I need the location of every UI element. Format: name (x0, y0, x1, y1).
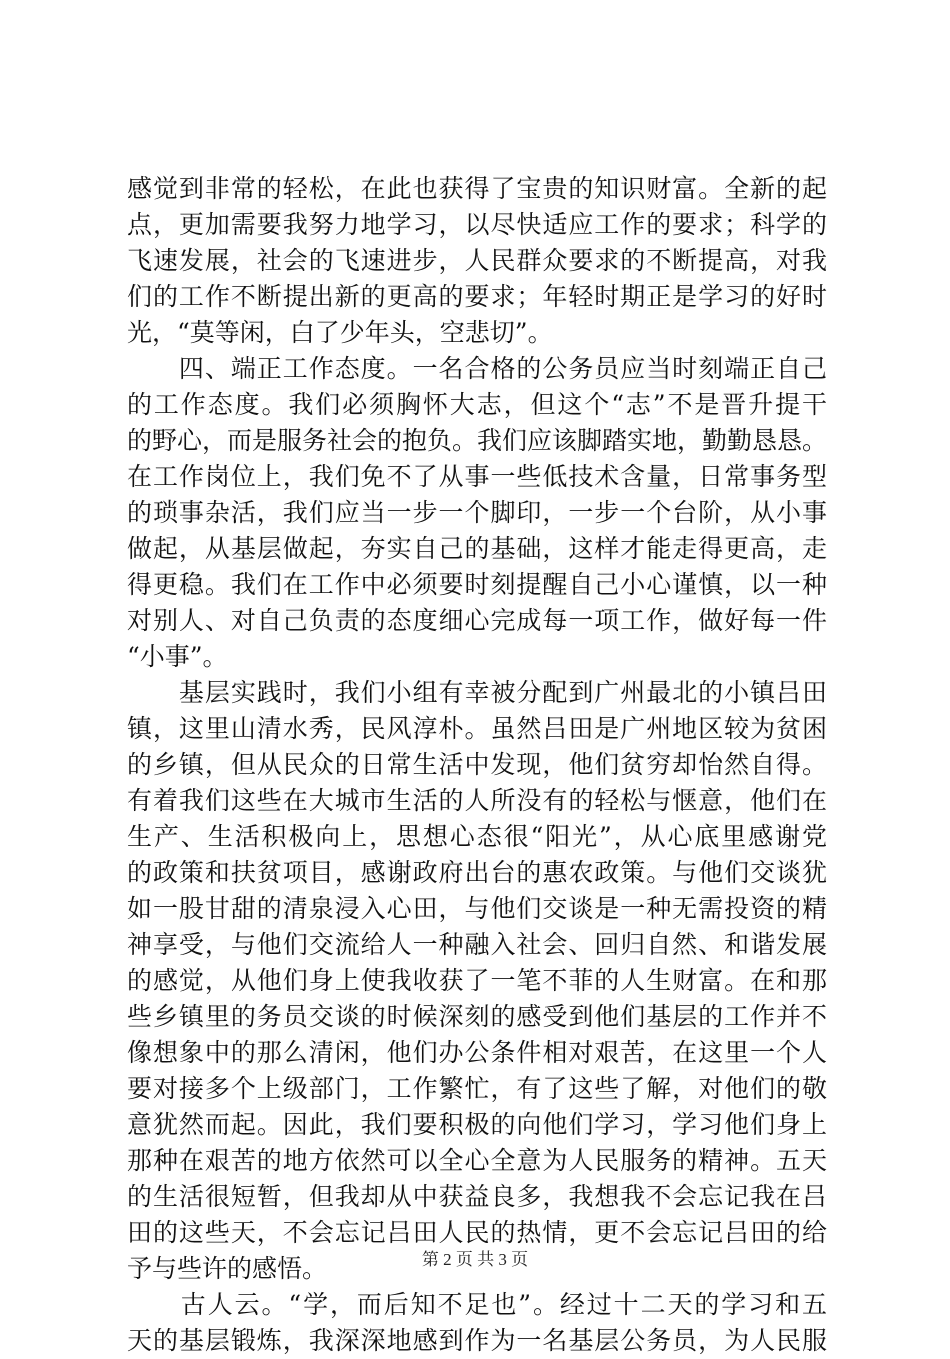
text-line: 做起，从基层做起，夯实自己的基础，这样才能走得更高，走 (127, 534, 827, 563)
text-line: 像想象中的那么清闲，他们办公条件相对艰苦，在这里一个人 (127, 1038, 827, 1067)
text-line: 的乡镇，但从民众的日常生活中发现，他们贫穷却怡然自得。 (127, 750, 827, 779)
text-line: 的工作态度。我们必须胸怀大志，但这个“志”不是晋升提干 (127, 390, 827, 419)
text-line: 飞速发展，社会的飞速进步，人民群众要求的不断提高，对我 (127, 246, 827, 275)
text-line: 田的这些天，不会忘记吕田人民的热情，更不会忘记吕田的给 (127, 1218, 827, 1247)
text-line: 意犹然而起。因此，我们要积极的向他们学习，学习他们身上 (127, 1110, 827, 1139)
text-line: 神享受，与他们交流给人一种融入社会、回归自然、和谐发展 (127, 930, 827, 959)
text-line: 们的工作不断提出新的更高的要求；年轻时期正是学习的好时 (127, 282, 827, 311)
text-line: 镇，这里山清水秀，民风淳朴。虽然吕田是广州地区较为贫困 (127, 714, 827, 743)
text-line: 得更稳。我们在工作中必须要时刻提醒自己小心谨慎，以一种 (127, 570, 827, 599)
text-line: 对别人、对自己负责的态度细心完成每一项工作，做好每一件 (127, 606, 827, 635)
text-line: 予与些许的感悟。 (127, 1254, 328, 1283)
text-line: 有着我们这些在大城市生活的人所没有的轻松与惬意，他们在 (127, 786, 827, 815)
text-line: 要对接多个上级部门，工作繁忙，有了这些了解，对他们的敬 (127, 1074, 827, 1103)
text-line: 感觉到非常的轻松，在此也获得了宝贵的知识财富。全新的起 (127, 174, 827, 203)
text-line: 在工作岗位上，我们免不了从事一些低技术含量，日常事务型 (127, 462, 827, 491)
text-line: 四、端正工作态度。一名合格的公务员应当时刻端正自己 (127, 354, 827, 383)
text-line: 天的基层锻炼，我深深地感到作为一名基层公务员，为人民服 (127, 1326, 827, 1355)
text-line: 的政策和扶贫项目，感谢政府出台的惠农政策。与他们交谈犹 (127, 858, 827, 887)
text-line: 的野心，而是服务社会的抱负。我们应该脚踏实地，勤勤恳恳。 (127, 426, 827, 455)
text-line: 古人云。“学，而后知不足也”。经过十二天的学习和五 (127, 1290, 827, 1319)
text-line: 点，更加需要我努力地学习，以尽快适应工作的要求；科学的 (127, 210, 827, 239)
page-number-footer: 第 2 页 共 3 页 (421, 1250, 529, 1269)
text-line: 些乡镇里的务员交谈的时候深刻的感受到他们基层的工作并不 (127, 1002, 827, 1031)
text-line: 的生活很短暂，但我却从中获益良多，我想我不会忘记我在吕 (127, 1182, 827, 1211)
document-body (127, 171, 827, 1359)
text-line: 的琐事杂活，我们应当一步一个脚印，一步一个台阶，从小事 (127, 498, 827, 527)
text-line: 生产、生活积极向上，思想心态很“阳光”，从心底里感谢党 (127, 822, 827, 851)
text-line: 基层实践时，我们小组有幸被分配到广州最北的小镇吕田 (127, 678, 827, 707)
text-line: 的感觉，从他们身上使我收获了一笔不菲的人生财富。在和那 (127, 966, 827, 995)
text-line: “小事”。 (127, 642, 228, 671)
text-line: 如一股甘甜的清泉浸入心田，与他们交谈是一种无需投资的精 (127, 894, 827, 923)
text-line: 光，“莫等闲，白了少年头，空悲切”。 (127, 318, 553, 347)
text-line: 那种在艰苦的地方依然可以全心全意为人民服务的精神。五天 (127, 1146, 827, 1175)
